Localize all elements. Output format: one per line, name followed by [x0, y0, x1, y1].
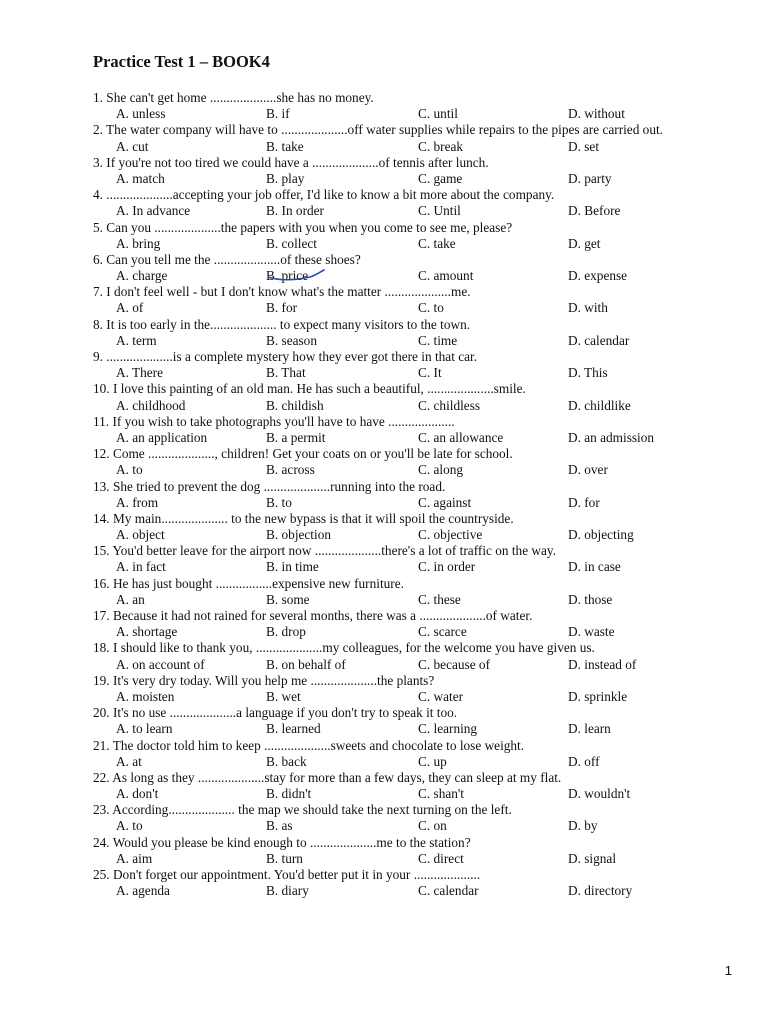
question-item [93, 673, 753, 705]
option-b: B. for [266, 300, 298, 316]
question-text: 22. As long as they ....................stay for more than a few days, they can sleep at my flat. [93, 769, 562, 785]
option-c: C. amount [418, 268, 474, 284]
options-row [93, 818, 753, 834]
option-d: D. an admission [568, 429, 655, 445]
option-b: B. on behalf of [266, 656, 346, 672]
option-d: D. This [568, 365, 608, 381]
options-row [93, 462, 753, 478]
option-c: C. these [418, 591, 461, 607]
option-d: D. learn [568, 721, 611, 737]
option-c: C. along [418, 462, 464, 478]
option-c: C. on [418, 818, 447, 834]
option-c: C. an allowance [418, 429, 504, 445]
question-item [93, 608, 753, 640]
option-b: B. objection [266, 527, 331, 543]
option-c: C. water [418, 688, 464, 704]
question-text: 11. If you wish to take photographs you'll have to have .................... [93, 413, 455, 429]
question-item [93, 867, 753, 899]
options-row [93, 883, 753, 899]
option-b: B. That [266, 365, 306, 381]
option-c: C. because of [418, 656, 490, 672]
option-a: A. aim [116, 850, 153, 866]
option-d: D. expense [568, 268, 628, 284]
question-item [93, 317, 753, 349]
option-b: B. in time [266, 559, 319, 575]
question-item [93, 705, 753, 737]
options-row [93, 786, 753, 802]
option-a: A. In advance [116, 203, 191, 219]
option-b: B. price [266, 268, 309, 284]
question-text: 9. ....................is a complete mystery how they ever got there in that car. [93, 349, 478, 364]
question-text: 5. Can you ....................the papers with you when you come to see me, please? [93, 219, 513, 235]
option-b: B. season [266, 332, 317, 348]
options-row [93, 106, 753, 122]
option-d: D. wouldn't [568, 786, 631, 802]
options-row [93, 851, 753, 867]
question-text: 17. Because it had not rained for several months, there was a ....................of water. [93, 608, 533, 623]
option-d: D. for [568, 494, 600, 510]
question-item [93, 640, 753, 672]
question-item [93, 284, 753, 316]
option-a: A. to [116, 462, 143, 478]
option-c: C. game [418, 170, 463, 186]
option-b: B. turn [266, 850, 303, 866]
option-d: D. sprinkle [568, 688, 628, 704]
option-a: A. There [116, 365, 164, 381]
question-text: 6. Can you tell me the ....................of these shoes? [93, 251, 361, 267]
option-a: A. at [116, 753, 142, 769]
handwritten-underline-mark [266, 268, 328, 282]
question-item [93, 576, 753, 608]
question-text: 21. The doctor told him to keep ....................sweets and chocolate to lose weight. [93, 737, 525, 753]
option-a: A. childhood [116, 397, 186, 413]
option-b: B. didn't [266, 786, 312, 802]
option-d: D. those [568, 591, 613, 607]
option-b: B. some [266, 591, 310, 607]
option-c: C. calendar [418, 883, 479, 899]
question-item [93, 414, 753, 446]
option-d: D. over [568, 462, 608, 478]
option-a: A. term [116, 332, 157, 348]
option-c: C. objective [418, 527, 483, 543]
question-item [93, 511, 753, 543]
option-d: D. get [568, 235, 601, 251]
option-c: C. shan't [418, 786, 464, 802]
options-row [93, 559, 753, 575]
question-item [93, 802, 753, 834]
options-row [93, 624, 753, 640]
option-b: B. drop [266, 624, 306, 640]
question-text: 12. Come ...................., children! Get your coats on or you'll be late for school. [93, 446, 513, 462]
options-row [93, 365, 753, 381]
question-item [93, 155, 753, 187]
question-item [93, 381, 753, 413]
question-text: 20. It's no use ....................a language if you don't try to speak it too. [93, 705, 458, 721]
option-a: A. charge [116, 268, 168, 284]
option-c: C. against [418, 494, 472, 510]
option-a: A. object [116, 527, 165, 543]
question-text: 24. Would you please be kind enough to ....................me to the station? [93, 834, 471, 850]
option-a: A. an [116, 591, 145, 607]
page-title: Practice Test 1 – BOOK4 [93, 52, 270, 71]
option-a: A. moisten [116, 688, 175, 704]
options-row [93, 430, 753, 446]
option-a: A. on account of [116, 656, 205, 672]
options-row [93, 592, 753, 608]
option-d: D. calendar [568, 332, 630, 348]
options-row [93, 527, 753, 543]
option-a: A. cut [116, 138, 149, 154]
question-text: 7. I don't feel well - but I don't know what's the matter ....................me. [93, 284, 471, 300]
option-b: B. childish [266, 397, 324, 413]
option-c: C. in order [418, 559, 476, 575]
question-text: 15. You'd better leave for the airport now ....................there's a lot of traffic on the way. [93, 543, 557, 559]
option-d: D. by [568, 818, 598, 834]
option-d: D. set [568, 138, 600, 154]
question-item [93, 543, 753, 575]
option-b: B. play [266, 170, 305, 186]
option-c: C. scarce [418, 624, 467, 640]
option-d: D. signal [568, 850, 617, 866]
option-b: B. learned [266, 721, 321, 737]
question-item [93, 90, 753, 122]
option-a: A. to [116, 818, 143, 834]
question-item [93, 479, 753, 511]
option-d: D. off [568, 753, 600, 769]
options-row [93, 171, 753, 187]
option-c: C. direct [418, 850, 464, 866]
options-row [93, 754, 753, 770]
option-b: B. to [266, 494, 292, 510]
option-d: D. objecting [568, 527, 634, 543]
question-text: 1. She can't get home ....................she has no money. [93, 90, 374, 105]
option-d: D. instead of [568, 656, 637, 672]
question-list [93, 90, 753, 899]
options-row [93, 398, 753, 414]
option-c: C. break [418, 138, 464, 154]
question-text: 3. If you're not too tired we could have a ....................of tennis after lunch. [93, 154, 489, 170]
option-a: A. of [116, 300, 144, 316]
option-d: D. waste [568, 624, 615, 640]
options-row [93, 236, 753, 252]
question-item [93, 738, 753, 770]
options-row [93, 657, 753, 673]
option-b: B. collect [266, 235, 317, 251]
options-row [93, 139, 753, 155]
option-d: D. Before [568, 203, 621, 219]
page-number: 1 [724, 963, 732, 978]
option-d: D. party [568, 170, 612, 186]
question-text: 25. Don't forget our appointment. You'd better put it in your .................... [93, 867, 481, 882]
option-a: A. an application [116, 429, 208, 445]
option-b: B. diary [266, 883, 309, 899]
question-item [93, 122, 753, 154]
option-a: A. bring [116, 235, 161, 251]
option-a: A. don't [116, 786, 159, 802]
option-a: A. in fact [116, 559, 166, 575]
question-item [93, 220, 753, 252]
question-item [93, 446, 753, 478]
option-d: D. in case [568, 559, 621, 575]
option-a: A. match [116, 170, 165, 186]
option-d: D. without [568, 106, 625, 122]
option-b: B. a permit [266, 429, 326, 445]
question-text: 16. He has just bought .................expensive new furniture. [93, 575, 404, 591]
option-d: D. directory [568, 883, 633, 899]
question-item [93, 835, 753, 867]
options-row [93, 203, 753, 219]
options-row [93, 495, 753, 511]
question-text: 19. It's very dry today. Will you help me ....................the plants? [93, 672, 435, 688]
option-c: C. to [418, 300, 444, 316]
option-b: B. back [266, 753, 307, 769]
option-a: A. agenda [116, 883, 170, 899]
question-item [93, 349, 753, 381]
question-text: 23. According.................... the map we should take the next turning on the left. [93, 802, 512, 818]
question-text: 13. She tried to prevent the dog ....................running into the road. [93, 478, 446, 494]
option-c: C. time [418, 332, 458, 348]
option-c: C. It [418, 365, 442, 381]
option-b: B. as [266, 818, 293, 834]
question-item [93, 770, 753, 802]
option-c: C. take [418, 235, 456, 251]
option-c: C. childless [418, 397, 481, 413]
question-text: 2. The water company will have to ....................off water supplies while repairs to the pipes are carried out. [93, 122, 663, 138]
question-text: 4. ....................accepting your job offer, I'd like to know a bit more about the company. [93, 187, 555, 203]
option-c: C. learning [418, 721, 478, 737]
question-text: 18. I should like to thank you, ....................my colleagues, for the welcome you have given us. [93, 640, 595, 656]
option-b: B. across [266, 462, 315, 478]
question-item [93, 187, 753, 219]
option-a: A. shortage [116, 624, 178, 640]
option-b: B. wet [266, 688, 301, 704]
option-b: B. In order [266, 203, 324, 219]
option-c: C. Until [418, 203, 461, 219]
question-text: 10. I love this painting of an old man. He has such a beautiful, ....................smile. [93, 381, 526, 397]
option-b: B. if [266, 106, 290, 122]
question-item [93, 252, 753, 284]
option-a: A. unless [116, 106, 166, 122]
options-row [93, 268, 753, 284]
option-d: D. childlike [568, 397, 631, 413]
option-c: C. up [418, 753, 447, 769]
options-row [93, 689, 753, 705]
option-d: D. with [568, 300, 608, 316]
options-row [93, 333, 753, 349]
option-c: C. until [418, 106, 458, 122]
question-text: 8. It is too early in the.................... to expect many visitors to the town. [93, 316, 471, 332]
question-text: 14. My main.................... to the new bypass is that it will spoil the countryside. [93, 510, 514, 526]
option-a: A. to learn [116, 721, 173, 737]
option-b: B. take [266, 138, 304, 154]
options-row [93, 721, 753, 737]
option-a: A. from [116, 494, 159, 510]
options-row [93, 300, 753, 316]
